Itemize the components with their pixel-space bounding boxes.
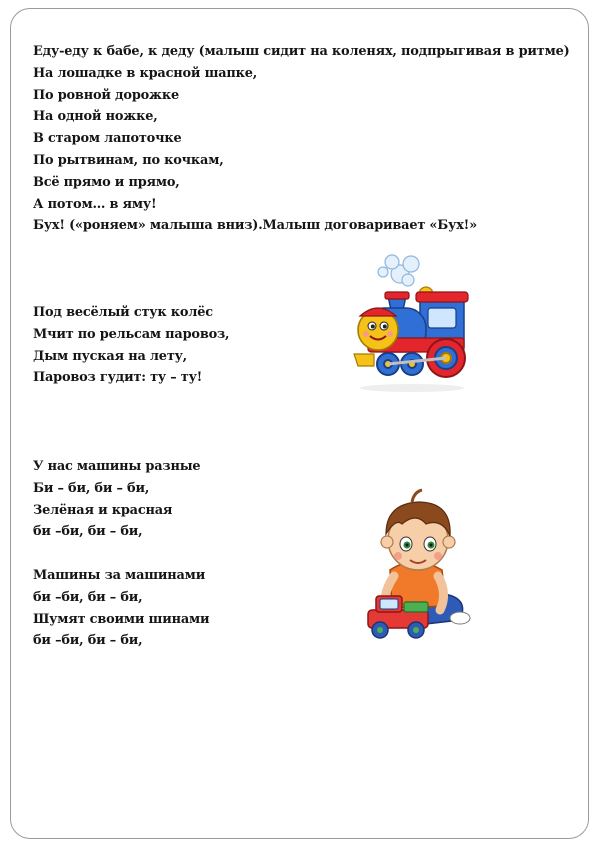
verse-line: би –би, би – би, [33, 589, 143, 605]
verse-line: У нас машины разные [33, 459, 201, 474]
verse-line: Всё прямо и прямо, [33, 174, 180, 190]
verse-line: Бух! («роняем» малыша вниз).Малыш договаривает «Бух!» [33, 218, 478, 234]
verse-line: би –би, би – би, [33, 633, 143, 649]
verse-line: На лошадке в красной шапке, [33, 65, 258, 81]
verse-line: Дым пуская на лету, [33, 348, 187, 364]
verse-line: Паровоз гудит: ту – ту! [33, 370, 203, 386]
verse-line: Еду-еду к бабе, к деду (малыш сидит на коленях, подпрыгивая в ритме) [33, 44, 570, 59]
verse-2 [33, 302, 235, 389]
boy-with-car-icon [356, 484, 476, 650]
verse-4 [33, 565, 215, 652]
verse-line: На одной ножке, [33, 109, 158, 125]
verse-line: По рытвинам, по кочкам, [33, 152, 224, 168]
verse-line: Под весёлый стук колёс [33, 305, 213, 320]
verse-line: По ровной дорожке [33, 87, 180, 103]
verse-line: Шумят своими шинами [33, 611, 210, 627]
verse-line: би –би, би – би, [33, 524, 143, 540]
verse-line: Би – би, би – би, [33, 480, 150, 496]
verse-line: А потом… в яму! [33, 196, 157, 212]
verse-1 [33, 41, 586, 237]
verse-line: Машины за машинами [33, 568, 206, 583]
train-icon [348, 250, 474, 406]
verse-line: В старом лапоточке [33, 131, 182, 147]
verse-3 [33, 456, 206, 543]
verse-line: Мчит по рельсам паровоз, [33, 326, 230, 342]
verse-line: Зелёная и красная [33, 502, 173, 518]
